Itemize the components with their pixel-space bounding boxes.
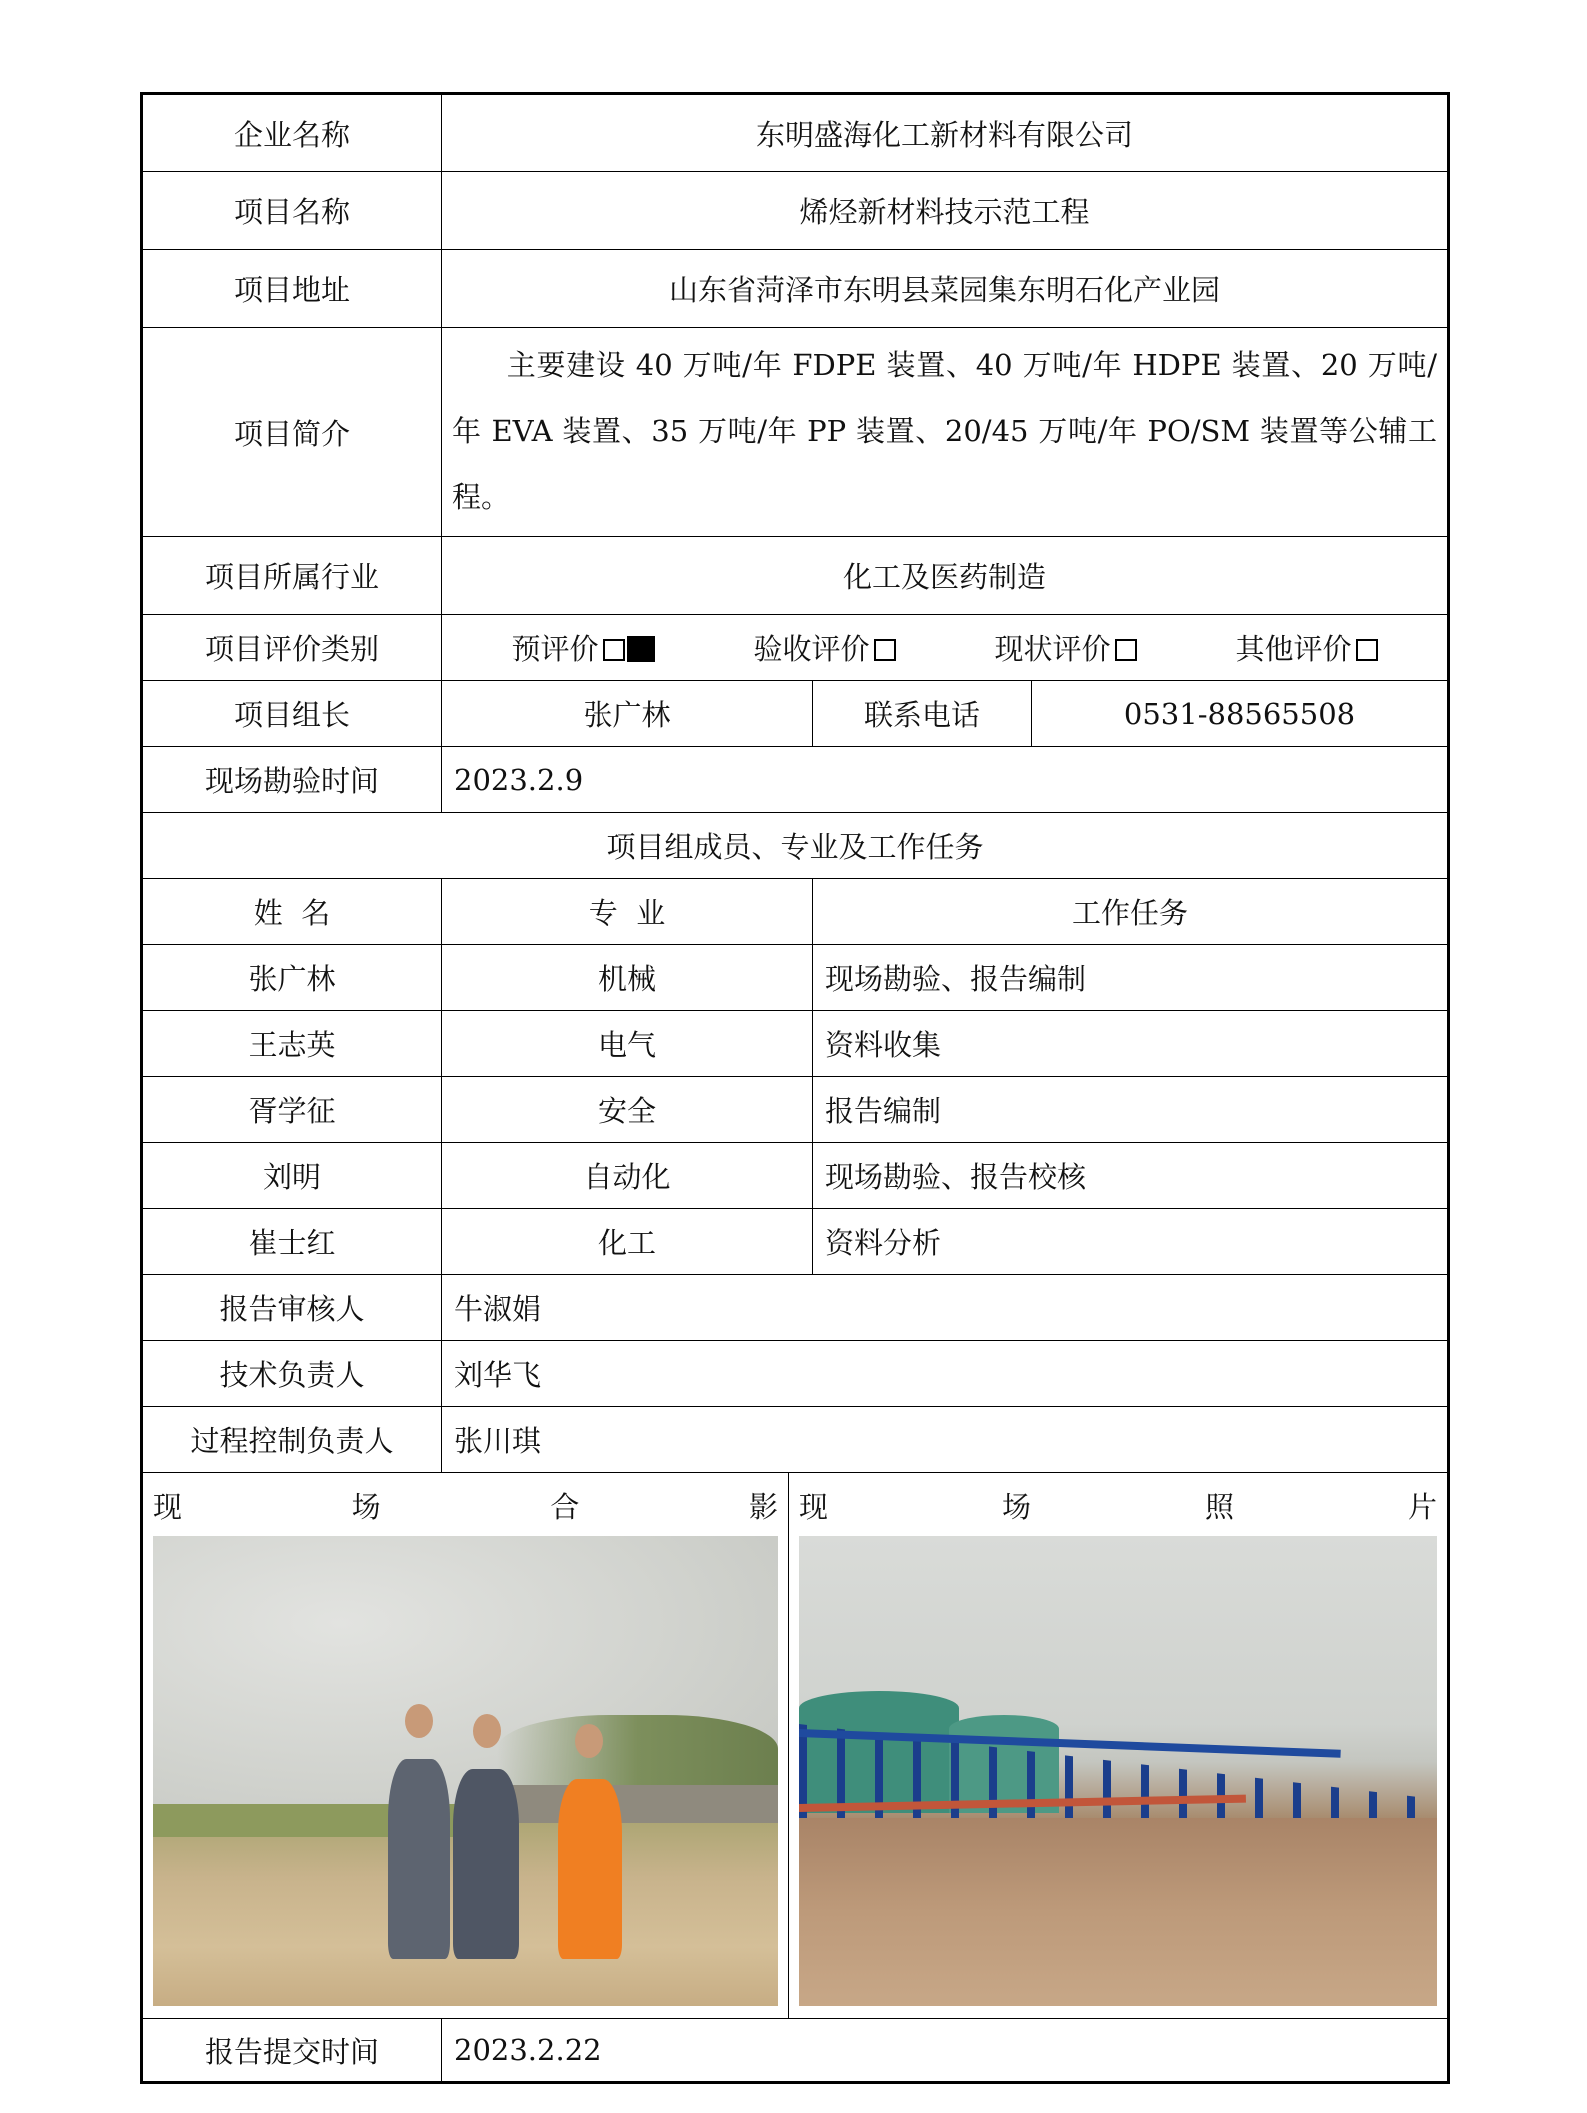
survey-time-value: 2023.2.9	[442, 747, 1449, 813]
person-figure	[388, 1759, 450, 1959]
intro-value: 主要建设 40 万吨/年 FDPE 装置、40 万吨/年 HDPE 装置、20 万吨/年 EVA 装置、35 万吨/年 PP 装置、20/45 万吨/年 PO/SM 装置等公辅工程。	[452, 348, 1438, 514]
person-figure	[558, 1779, 622, 1959]
member-task: 资料收集	[813, 1011, 1449, 1077]
intro-cell	[442, 328, 1449, 537]
table-row	[142, 945, 1449, 1011]
intro-label: 项目简介	[142, 328, 442, 537]
table-row	[142, 1143, 1449, 1209]
member-major: 电气	[442, 1011, 813, 1077]
person-figure	[453, 1769, 519, 1959]
checkbox-icon	[1115, 639, 1137, 661]
group-photo-panel	[143, 1473, 789, 2018]
col-major-header: 专 业	[442, 879, 813, 945]
tech-lead-value: 刘华飞	[442, 1341, 1449, 1407]
process-lead-label: 过程控制负责人	[142, 1407, 442, 1473]
group-photo-title: 现 场 合 影	[153, 1490, 778, 1524]
member-major: 化工	[442, 1209, 813, 1275]
site-photo-image	[799, 1536, 1437, 2006]
member-task: 报告编制	[813, 1077, 1449, 1143]
site-photo-panel	[789, 1473, 1447, 2018]
eval-option-current[interactable]: 现状评价	[994, 627, 1136, 668]
project-name-label: 项目名称	[142, 172, 442, 250]
leader-value: 张广林	[442, 681, 813, 747]
tech-lead-label: 技术负责人	[142, 1341, 442, 1407]
site-photo-title: 现 场 照 片	[799, 1490, 1438, 1524]
member-task: 资料分析	[813, 1209, 1449, 1275]
member-major: 自动化	[442, 1143, 813, 1209]
member-name: 王志英	[142, 1011, 442, 1077]
submit-time-label: 报告提交时间	[142, 2019, 442, 2083]
member-major: 安全	[442, 1077, 813, 1143]
eval-type-options	[442, 615, 1449, 681]
industry-value: 化工及医药制造	[442, 537, 1449, 615]
leader-label: 项目组长	[142, 681, 442, 747]
member-name: 胥学征	[142, 1077, 442, 1143]
project-info-table	[140, 92, 1450, 2084]
member-name: 崔士红	[142, 1209, 442, 1275]
company-value: 东明盛海化工新材料有限公司	[442, 94, 1449, 172]
industry-label: 项目所属行业	[142, 537, 442, 615]
member-major: 机械	[442, 945, 813, 1011]
members-title: 项目组成员、专业及工作任务	[142, 813, 1449, 879]
address-label: 项目地址	[142, 250, 442, 328]
checkbox-icon	[603, 639, 625, 661]
reviewer-value: 牛淑娟	[442, 1275, 1449, 1341]
address-value: 山东省菏泽市东明县菜园集东明石化产业园	[442, 250, 1449, 328]
col-name-header: 姓 名	[142, 879, 442, 945]
member-task: 现场勘验、报告编制	[813, 945, 1449, 1011]
eval-option-other[interactable]: 其他评价	[1235, 627, 1377, 668]
member-name: 张广林	[142, 945, 442, 1011]
checked-square-icon	[627, 636, 655, 662]
eval-type-label: 项目评价类别	[142, 615, 442, 681]
table-row	[142, 1011, 1449, 1077]
survey-time-label: 现场勘验时间	[142, 747, 442, 813]
phone-label: 联系电话	[813, 681, 1032, 747]
checkbox-icon	[874, 639, 896, 661]
submit-time-value: 2023.2.22	[442, 2019, 1449, 2083]
project-name-value: 烯烃新材料技示范工程	[442, 172, 1449, 250]
table-row	[142, 1077, 1449, 1143]
photos-row	[142, 1473, 1449, 2019]
company-label: 企业名称	[142, 94, 442, 172]
reviewer-label: 报告审核人	[142, 1275, 442, 1341]
eval-option-pre[interactable]: 预评价	[511, 627, 654, 668]
member-name: 刘明	[142, 1143, 442, 1209]
phone-value: 0531-88565508	[1032, 681, 1449, 747]
table-row	[142, 1209, 1449, 1275]
member-task: 现场勘验、报告校核	[813, 1143, 1449, 1209]
process-lead-value: 张川琪	[442, 1407, 1449, 1473]
eval-option-acceptance[interactable]: 验收评价	[753, 627, 895, 668]
group-photo-image	[153, 1536, 778, 2006]
checkbox-icon	[1356, 639, 1378, 661]
col-task-header: 工作任务	[813, 879, 1449, 945]
